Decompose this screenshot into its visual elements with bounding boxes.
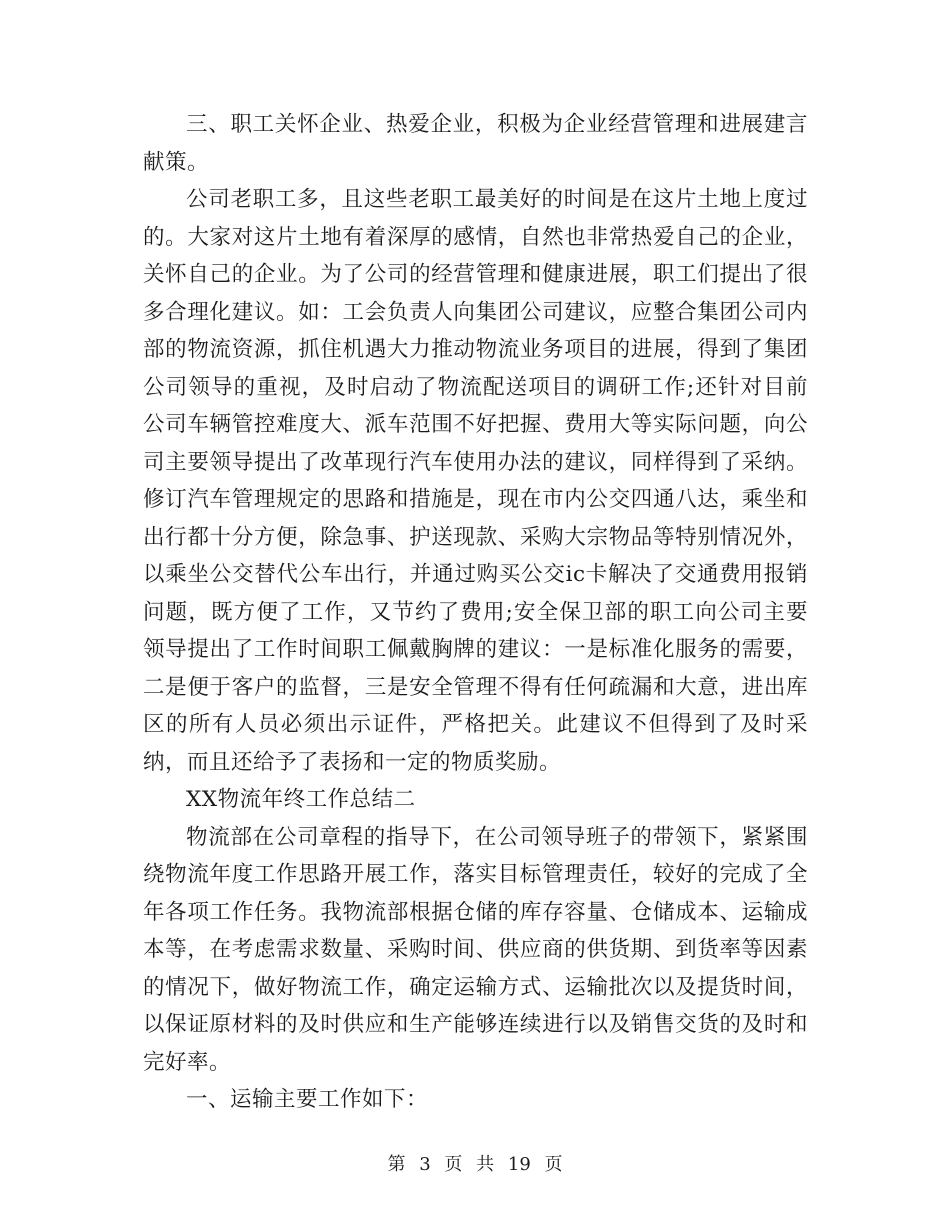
paragraph-employee-suggestions: 公司老职工多，且这些老职工最美好的时间是在这片土地上度过的。大家对这片土地有着深厚的感情，自然也非常热爱自己的企业，关怀自己的企业。为了公司的经营管理和健康进展，职工们提出了很多合理化建议。如：工会负责人向集团公司建议，应整合集团公司内部的物流资源，抓住机遇大力推动物流业务项目的进展，得到了集团公司领导的重视，及时启动了物流配送项目的调研工作;还针对目前公司车辆管控难度大、派车范围不好把握、费用大等实际问题，向公司主要领导提出了改革现行汽车使用办法的建议，同样得到了采纳。修订汽车管理规定的思路和措施是，现在市内公交四通八达，乘坐和出行都十分方便，除急事、护送现款、采购大宗物品等特别情况外，以乘坐公交替代公车出行，并通过购买公交ic卡解决了交通费用报销问题，既方便了工作，又节约了费用;安全保卫部的职工向公司主要领导提出了工作时间职工佩戴胸牌的建议：一是标准化服务的需要，二是便于客户的监督，三是安全管理不得有任何疏漏和大意，进出库区的所有人员必须出示证件，严格把关。此建议不但得到了及时采纳，而且还给予了表扬和一定的物质奖励。 — [143, 187, 808, 775]
footer-suffix: 页 — [544, 1154, 563, 1175]
page-footer — [0, 1153, 950, 1177]
footer-prefix: 第 — [387, 1154, 406, 1175]
footer-total-word: 共 — [476, 1154, 495, 1175]
footer-total-pages: 19 — [507, 1154, 531, 1175]
footer-page-word: 页 — [444, 1154, 463, 1175]
paragraph-logistics-overview: 物流部在公司章程的指导下，在公司领导班子的带领下，紧紧围绕物流年度工作思路开展工作，落实目标管理责任，较好的完成了全年各项工作任务。我物流部根据仓储的库存容量、仓储成本、运输成本等，在考虑需求数量、采购时间、供应商的供货期、到货率等因素的情况下，做好物流工作，确定运输方式、运输批次以及提货时间，以保证原材料的及时供应和生产能够连续进行以及销售交货的及时和完好率。 — [143, 824, 808, 1075]
footer-current-page: 3 — [419, 1154, 431, 1175]
paragraph-summary-two-title: XX物流年终工作总结二 — [186, 787, 416, 812]
paragraph-section-three-heading: 三、职工关怀企业、热爱企业，积极为企业经营管理和进展建言献策。 — [143, 112, 808, 175]
paragraph-transport-heading: 一、运输主要工作如下： — [186, 1087, 429, 1112]
document-body — [143, 106, 808, 1119]
